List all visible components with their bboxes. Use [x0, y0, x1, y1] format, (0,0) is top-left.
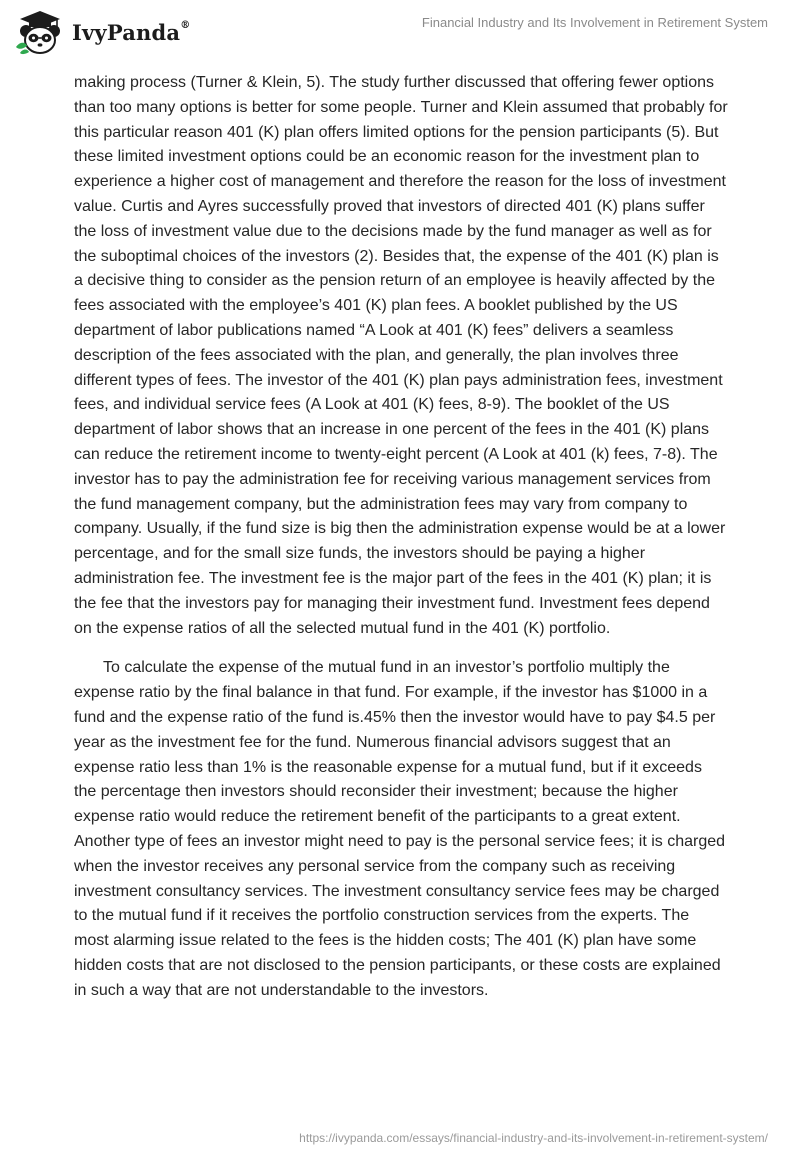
source-url[interactable]: https://ivypanda.com/essays/financial-industry-and-its-involvement-in-retirement-system/ [299, 1131, 768, 1145]
brand-name: IvyPanda® [72, 19, 191, 45]
page-header [0, 0, 800, 60]
panda-graduate-icon [14, 9, 66, 55]
brand-logo[interactable] [14, 9, 190, 55]
registered-mark: ® [180, 19, 191, 31]
essay-body [74, 71, 728, 1003]
document-title: Financial Industry and Its Involvement in Retirement System [421, 15, 768, 30]
paragraph: To calculate the expense of the mutual fund in an investor’s portfolio multiply the expense ratio by the final balance in that fund. For example, if the investor has $1000 in a fund and the expense ratio of the fund is.45% then the investor would have to pay $4.5 per year as the investment fee for the fund. Numerous financial advisors suggest that an expense ratio less than 1% is the reasonable expense for a mutual fund, but if it exceeds the percentage then investors should reconsider their investment; because the higher expense ratio would reduce the retirement benefit of the participants to a great extent. Another type of fees an investor might need to pay is the personal service fees; it is charged when the investor receives any personal service from the company such as receiving investment consultancy services. The investment consultancy service fees may be charged to the mutual fund if it receives the portfolio construction services from the experts. The most alarming issue related to the fees is the hidden costs; The 401 (K) plan have some hidden costs that are not disclosed to the pension participants, or these costs are explained in such a way that are not understandable to the investors. [74, 659, 726, 999]
paragraph: making process (Turner & Klein, 5). The study further discussed that offering fewer options than too many options is better for some people. Turner and Klein assumed that probably for this particular reason 401 (K) plan offers limited options for the pension participants (5). But these limited investment options could be an economic reason for the investment plan to experience a higher cost of management and therefore the reason for the loss of investment value. Curtis and Ayres successfully proved that investors of directed 401 (K) plans suffer the loss of investment value due to the decisions made by the fund manager as well as for the suboptimal choices of the investors (2). Besides that, the expense of the 401 (K) plan is a decisive thing to consider as the pension return of an employee is heavily affected by the fees associated with the employee’s 401 (K) plan fees. A booklet published by the US department of labor publications named “A Look at 401 (K) fees” delivers a seamless description of the fees associated with the plan, and generally, the plan involves three different types of fees. The investor of the 401 (K) plan pays administration fees, investment fees, and individual service fees (A Look at 401 (K) fees, 8-9). The booklet of the US department of labor shows that an increase in one percent of the fees in the 401 (K) plans can reduce the retirement income to twenty-eight percent (A Look at 401 (k) fees, 7-8). The investor has to pay the administration fee for receiving various management services from the fund management company, but the administration fees may vary from company to company. Usually, if the fund size is big then the administration expense would be at a lower percentage, and for the small size funds, the investors should be paying a higher administration fee. The investment fee is the major part of the fees in the 401 (K) plan; it is the fee that the investors pay for managing their investment fund. Investment fees depend on the expense ratios of all the selected mutual fund in the 401 (K) portfolio. [74, 74, 728, 637]
